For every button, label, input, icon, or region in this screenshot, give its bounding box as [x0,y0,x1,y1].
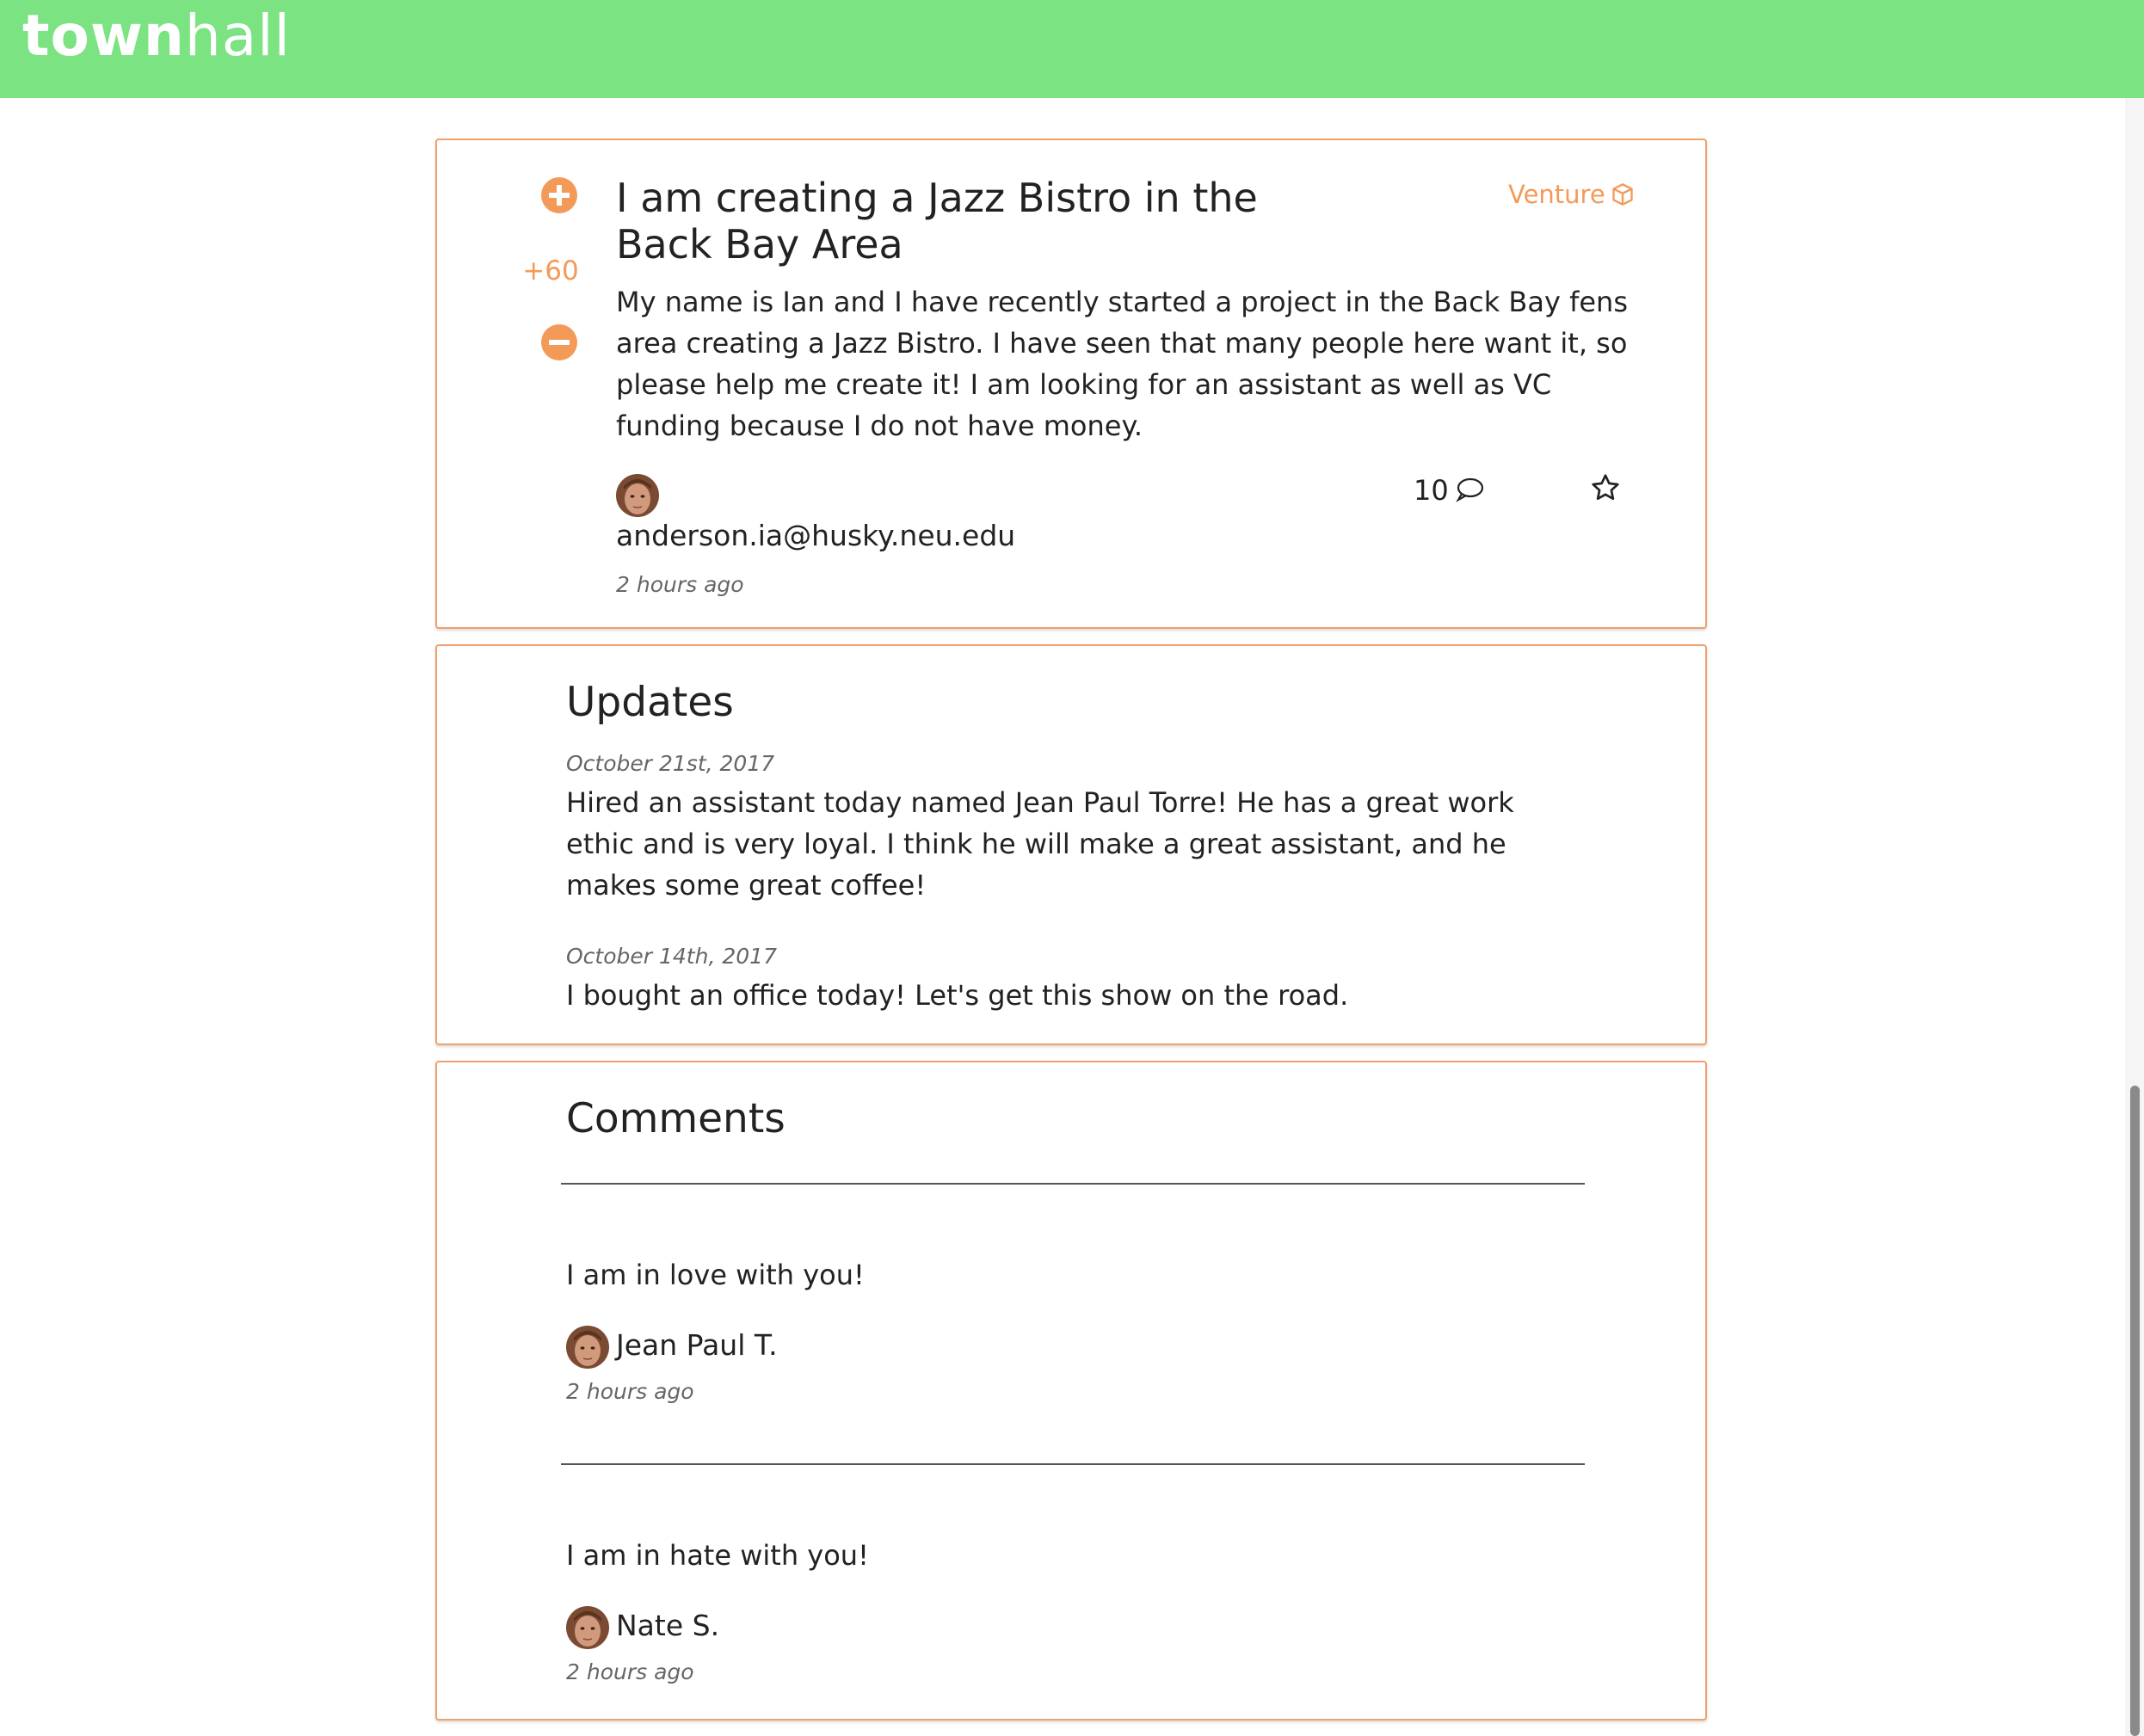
star-icon [1590,472,1621,503]
logo-bold-text: town [22,3,185,69]
updates-title: Updates [566,679,734,726]
comment-count-value: 10 [1414,474,1449,507]
comments-card [435,1061,1707,1721]
post-timestamp: 2 hours ago [616,572,744,597]
comment-text: I am in love with you! [566,1259,865,1291]
author-email[interactable]: anderson.ia@husky.neu.edu [616,519,1016,552]
cube-icon [1611,182,1635,206]
top-bar [0,0,2144,98]
comment-count-button[interactable] [1414,474,1485,507]
author-avatar[interactable] [616,474,659,517]
update-text: I bought an office today! Let's get this show on the road. [566,979,1349,1012]
commenter-avatar[interactable] [566,1326,609,1369]
avatar-face-icon [566,1326,609,1369]
avatar-face-icon [566,1606,609,1649]
favorite-button[interactable] [1590,472,1621,507]
post-card [435,139,1707,629]
vote-score: +60 [522,255,579,286]
updates-card [435,644,1707,1045]
commenter-avatar[interactable] [566,1606,609,1649]
townhall-logo[interactable] [22,2,291,71]
commenter-name[interactable]: Jean Paul T. [616,1328,778,1362]
scrollbar-thumb[interactable] [2130,1086,2140,1736]
category-tag[interactable] [1508,180,1635,209]
comment-divider [561,1183,1585,1185]
upvote-button[interactable] [541,177,577,213]
update-date: October 14th, 2017 [566,944,777,969]
comment-timestamp: 2 hours ago [566,1379,694,1404]
comment-text: I am in hate with you! [566,1539,869,1572]
category-label: Venture [1508,180,1605,209]
commenter-name[interactable]: Nate S. [616,1609,720,1642]
update-text: Hired an assistant today named Jean Paul Torre! He has a great work ethic and is very loyal. I think he will make a great assistant, and he makes some great coffee! [566,786,1514,902]
post-body: My name is Ian and I have recently started a project in the Back Bay fens area creating a Jazz Bistro. I have seen that many people here want it, so please help me create it! I am looking for an assistant as well as VC funding because I do not have money. [616,286,1628,442]
comments-title: Comments [566,1095,786,1142]
logo-light-text: hall [184,3,291,69]
comment-timestamp: 2 hours ago [566,1659,694,1684]
downvote-button[interactable] [541,324,577,360]
comment-divider [561,1463,1585,1465]
speech-bubble-icon [1454,476,1485,503]
update-date: October 21st, 2017 [566,751,775,776]
post-title: I am creating a Jazz Bistro in the Back Bay Area [616,175,1258,268]
minus-icon [549,340,570,345]
plus-icon-vertical [557,185,562,206]
avatar-face-icon [616,474,659,517]
